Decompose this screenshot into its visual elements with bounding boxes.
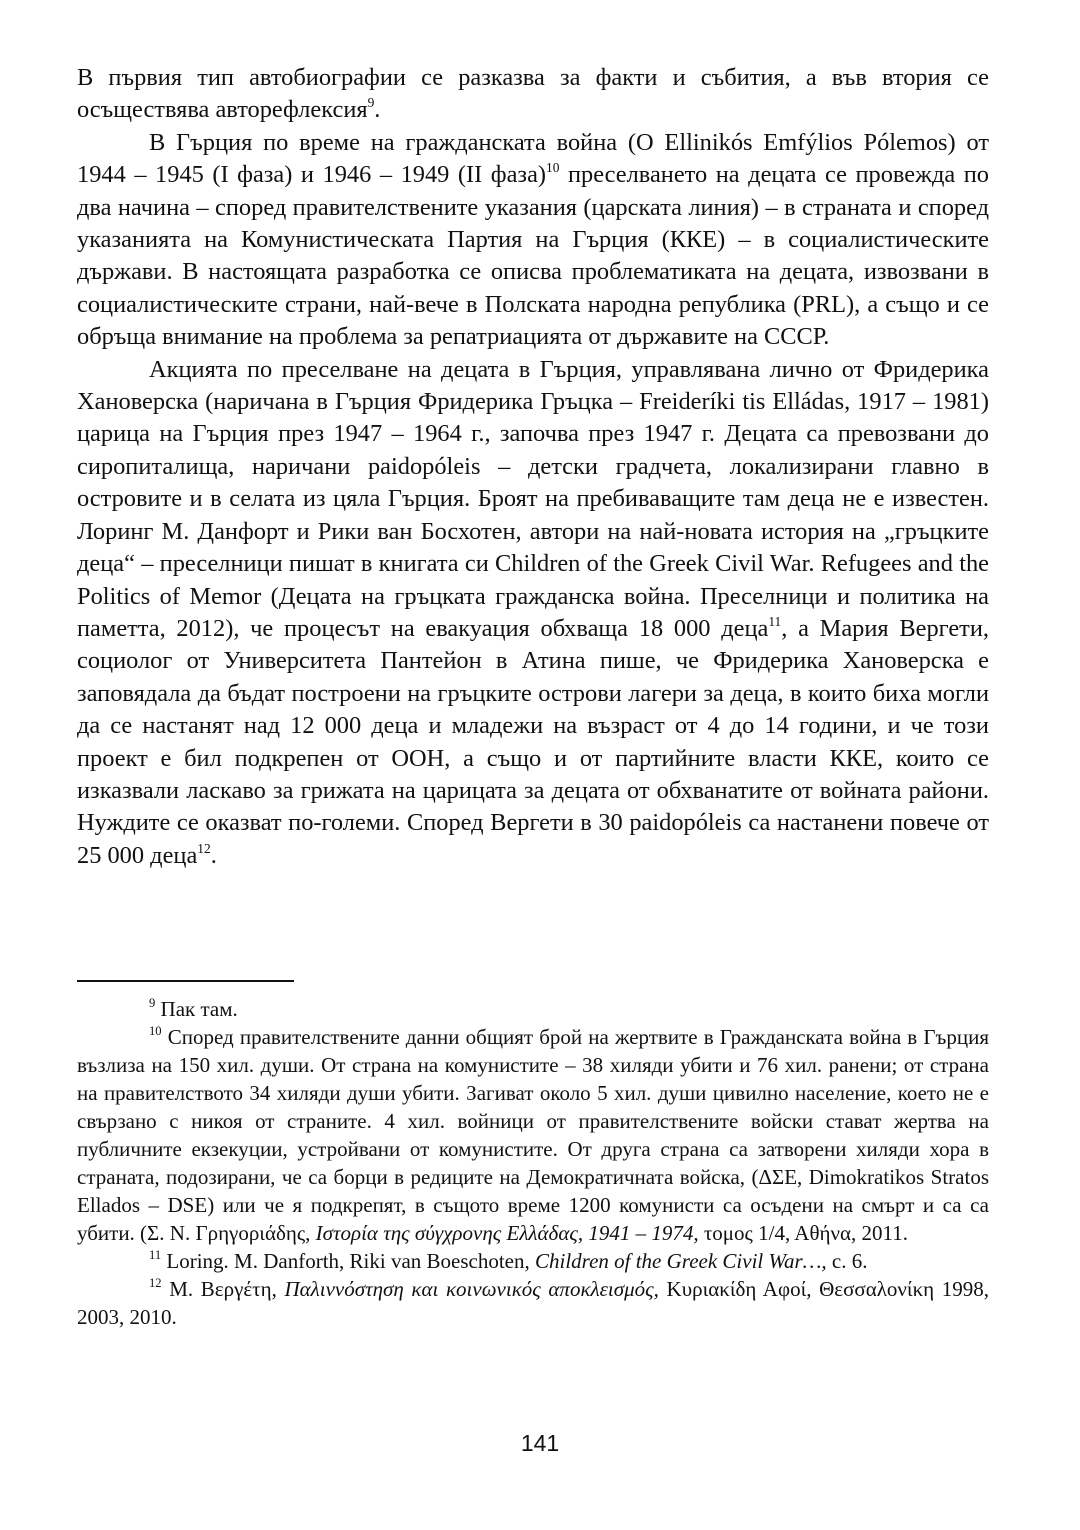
footnote-ref-11: 11 (768, 613, 782, 629)
footnote-12: $^{12}$ Μ. Βεργέτη, Παλιννόστηση και κοινωνικός αποκλεισμός, Κυριακίδη Αφοί, Θεσσαλονίκη 1998, 2003, 2010. (77, 1276, 990, 1329)
footnotes (77, 995, 989, 1331)
footnote-ref-12: 12 (197, 840, 211, 856)
paragraph-3: Акцията по преселване на децата в Гърция, управлявана лично от Фридерика Хановерска (наричана в Гърция Фридерика Гръцка – Freideríki tis Elládas, 1917 – 1981) царица на Гърция през 1947 – 1964 г., започва през 1947 г. Децата са превозвани до сиропиталища, наричани paidopóleis – детски градчета, локализирани главно в островите и в селата из цяла Гърция. Броят на пребиваващите там деца не е известен. Лоринг М. Данфорт и Рики ван Босхотен, автори на най-новата история на „гръцките деца“ – преселници пишат в книгата си Children of the Greek Civil War. Refugees and the Politics of Memor (Децата на гръцката гражданска война. Преселници и политика на паметта, 2012), че процесът на евакуация обхваща 18 000 деца$^{11}$, а Мария Вергети, социолог от Университета Пантейон в Атина пише, че Фридерика Хановерска е заповядала да бъдат построени на гръцките острови лагери за деца, в които биха могли да се настанят над 12 000 деца и младежи на възраст от 4 до 14 години, и че този проект е бил подкрепен от ООН, а също и от партийните власти ККЕ, които се изказвали ласкаво за грижата на царицата за децата от обхванатите от войната райони. Нуждите се оказват по-големи. Според Вергети в 30 paidopóleis са настанени повече от 25 000 деца$^{12}$. (77, 355, 989, 869)
page-number: 141 (520, 1430, 560, 1456)
footnote-10: $^{10}$ Според правителствените данни общият брой на жертвите в Гражданската война в Гърция възлиза на 150 хил. души. От страна на комунистите – 38 хиляди убити и 76 хил. ранени; от страна на правителството 34 хиляди души убити. Загиват около 5 хил. души цивилно население, което не е свързано с никоя от страните. 4 хил. войници от правителствените войски стават жертва на публичните екзекуции, устройвани от комунистите. От друга страна са затворени хиляди хора в страната, подозирани, че са борци в редиците на Демократичната войска, (ΔΣΕ, Dimokratikos Stratos Ellados – DSE) или че я подкрепят, в същото време 1200 комунисти са осъдени на смърт и са са убити. (Σ. Ν. Γρηγοριάδης, Ιστορία της σύγχρονης Ελλάδας, 1941 – 1974, τομος 1/4, Αθήνα, 2011. (77, 1024, 989, 1245)
footnote-9: $^9$ Пак там. (149, 996, 238, 1021)
paragraph-1: В първия тип автобиографии се разказва за факти и събития, а във втория се осъществява авторефлексия$^9$. (77, 64, 989, 124)
footnote-ref-10: 10 (546, 160, 560, 176)
main-text (77, 62, 989, 872)
footnote-11: $^{11}$ Loring. M. Danforth, Riki van Boeschoten, Children of the Greek Civil War…, с. 6. (149, 1248, 868, 1273)
footnote-ref-9: 9 (367, 95, 375, 111)
paragraph-2: В Гърция по време на гражданската война (O Ellinikós Emfýlios Pólemos) от 1944 – 1945 (I фаза) и 1946 – 1949 (II фаза)$^{10}$ преселването на децата се провежда по два начина – според правителствените указания (царската линия) – в страната и според указанията на Комунистическата Партия на Гърция (ККЕ) – в социалистическите държави. В настоящата разработка се описва проблематиката на децата, извозвани в социалистическите страни, най-вече в Полската народна република (PRL), а също и се обръща внимание на проблема за репатриацията от държавите на СССР. (77, 128, 989, 351)
footnote-separator (77, 980, 294, 982)
